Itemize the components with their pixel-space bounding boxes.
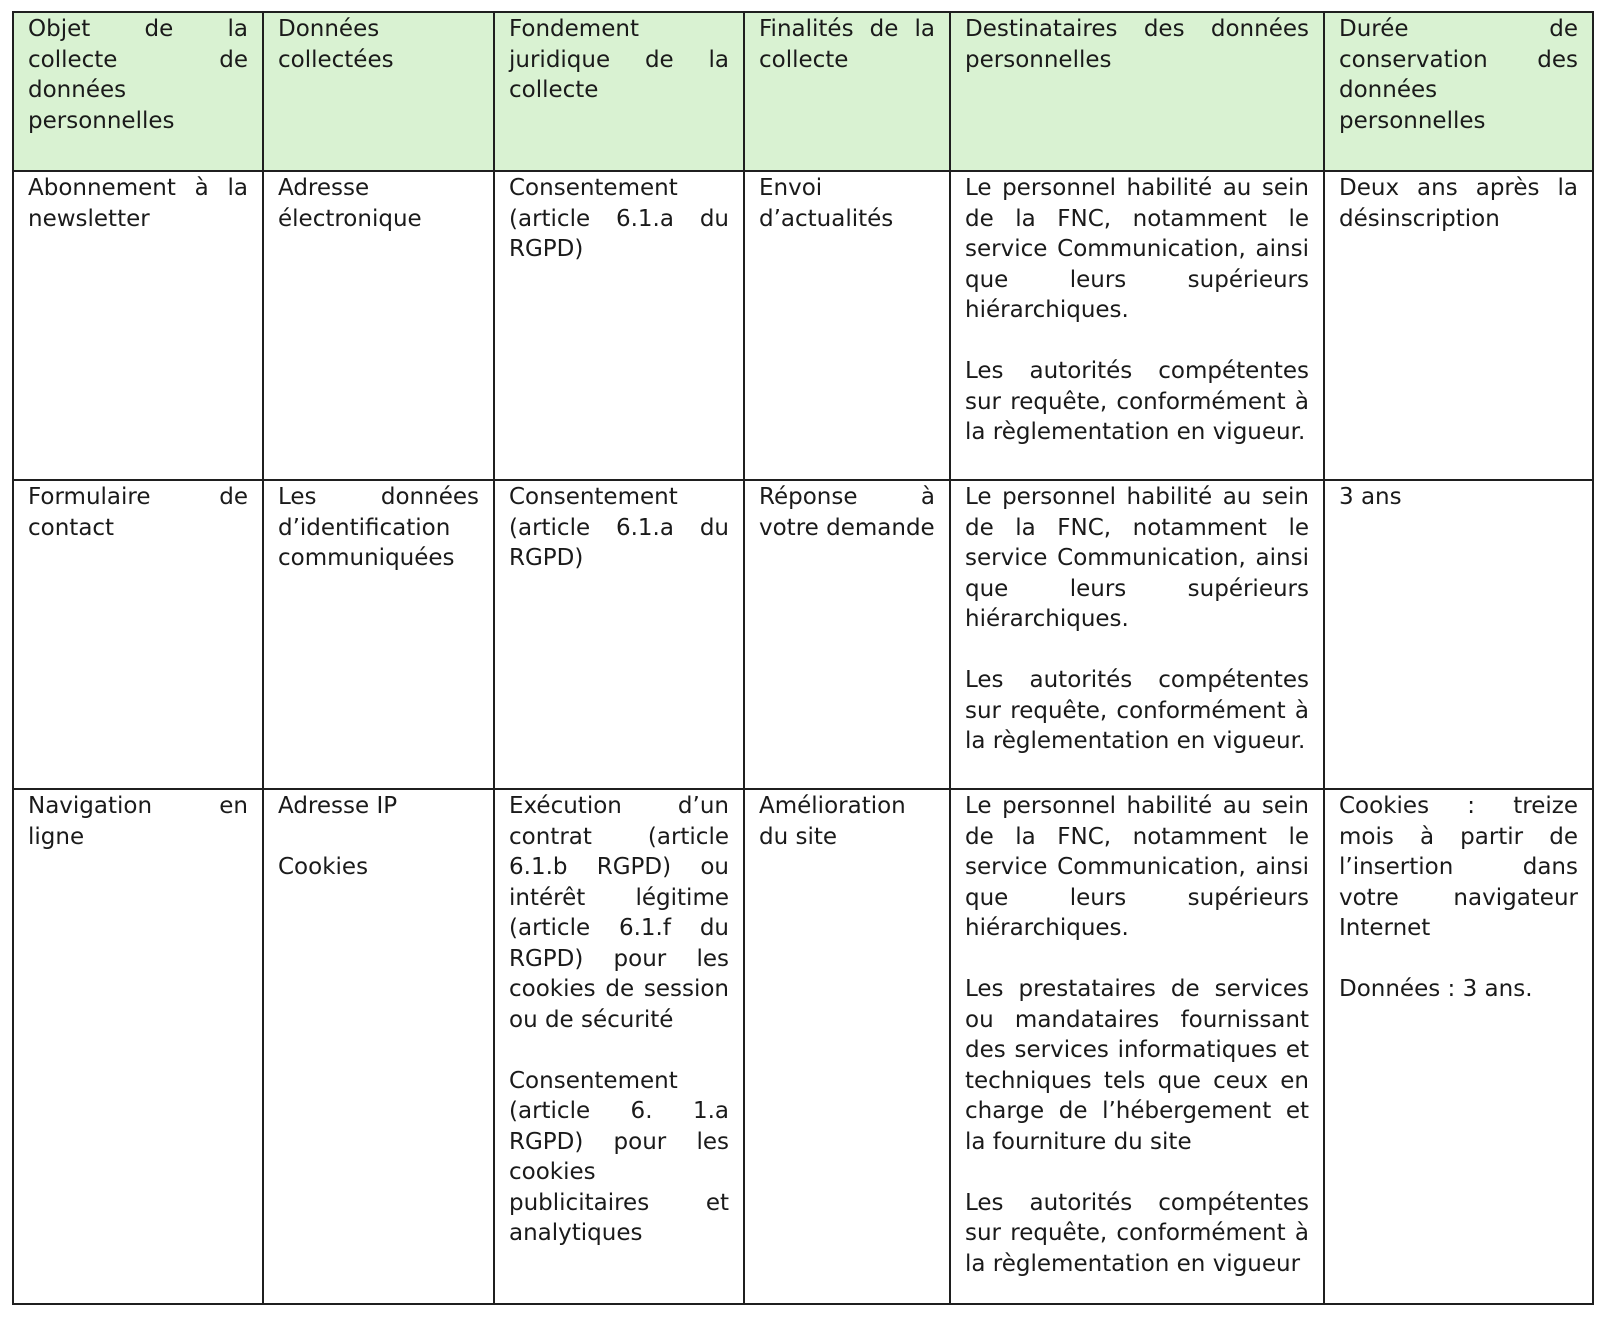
cell-destinataires <box>950 171 1324 480</box>
cell-text: Navigation en ligne <box>28 793 248 850</box>
cell-text: Les autorités compétentes sur requête, conformément à la règlementation en vigueur. <box>965 358 1309 445</box>
cell-text: Le personnel habilité au sein de la FNC, notamment le service Communication, ainsi que leurs supérieurs hiérarchiques. <box>965 484 1309 632</box>
cell-text: Réponse à votre demande <box>759 484 935 541</box>
cell-fondement <box>494 789 744 1304</box>
cell-text: Envoi d’actualités <box>759 175 894 232</box>
cell-fondement <box>494 480 744 789</box>
cell-text: Les autorités compétentes sur requête, conformément à la règlementation en vigueur. <box>965 667 1309 754</box>
cell-objet <box>13 171 263 480</box>
cell-text: Amélioration du site <box>759 793 906 850</box>
cell-text: 3 ans <box>1339 484 1402 510</box>
cell-finalites <box>744 789 950 1304</box>
cell-text: Abonnement à la newsletter <box>28 175 248 232</box>
cell-text: Les autorités compétentes sur requête, conformément à la règlementation en vigueur <box>965 1189 1309 1277</box>
table-row-newsletter <box>13 171 1593 480</box>
gdpr-data-table <box>12 11 1594 1305</box>
cell-objet <box>13 480 263 789</box>
header-duree: Durée de conservation des données personnelles <box>1324 12 1593 171</box>
header-fondement: Fondement juridique de la collecte <box>494 12 744 171</box>
cell-text: Exécution d’un contrat (article 6.1.b RGPD) ou intérêt légitime (article 6.1.f du RGPD) pour les cookies de session ou de sécurité <box>509 793 729 1033</box>
table-row-contact-form <box>13 480 1593 789</box>
cell-text: Consentement (article 6.1.a du RGPD) <box>509 484 729 571</box>
cell-text: Cookies <box>278 854 369 880</box>
cell-objet <box>13 789 263 1304</box>
cell-text: Le personnel habilité au sein de la FNC, notamment le service Communication, ainsi que leurs supérieurs hiérarchiques. <box>965 793 1309 941</box>
cell-donnees <box>263 480 494 789</box>
cell-destinataires <box>950 480 1324 789</box>
cell-text: Formulaire de contact <box>28 484 248 541</box>
cell-text: Cookies : treize mois à partir de l’insertion dans votre navigateur Internet <box>1339 793 1578 941</box>
cell-text: Les prestataires de services ou mandataires fournissant des services informatiques et techniques tels que ceux en charge de l’hébergement et la fourniture du site <box>965 976 1309 1155</box>
cell-donnees <box>263 789 494 1304</box>
cell-duree <box>1324 171 1593 480</box>
cell-text: Adresse électronique <box>278 175 422 232</box>
header-finalites: Finalités de la collecte <box>744 12 950 171</box>
cell-duree <box>1324 480 1593 789</box>
cell-destinataires <box>950 789 1324 1304</box>
cell-fondement <box>494 171 744 480</box>
header-donnees: Données collectées <box>263 12 494 171</box>
cell-finalites <box>744 480 950 789</box>
header-destinataires: Destinataires des données personnelles <box>950 12 1324 171</box>
cell-text: Les données d’identification communiquées <box>278 484 479 571</box>
header-objet: Objet de la collecte de données personnelles <box>13 12 263 171</box>
cell-text: Le personnel habilité au sein de la FNC, notamment le service Communication, ainsi que leurs supérieurs hiérarchiques. <box>965 175 1309 323</box>
cell-duree <box>1324 789 1593 1304</box>
cell-text: Deux ans après la désinscription <box>1339 175 1578 232</box>
cell-donnees <box>263 171 494 480</box>
cell-text: Adresse IP <box>278 793 398 819</box>
cell-text: Données : 3 ans. <box>1339 976 1533 1002</box>
table-header-row <box>13 12 1593 171</box>
table-row-navigation <box>13 789 1593 1304</box>
cell-finalites <box>744 171 950 480</box>
cell-text: Consentement (article 6. 1.a RGPD) pour les cookies publicitaires et analytiques <box>509 1067 729 1246</box>
cell-text: Consentement (article 6.1.a du RGPD) <box>509 175 729 262</box>
